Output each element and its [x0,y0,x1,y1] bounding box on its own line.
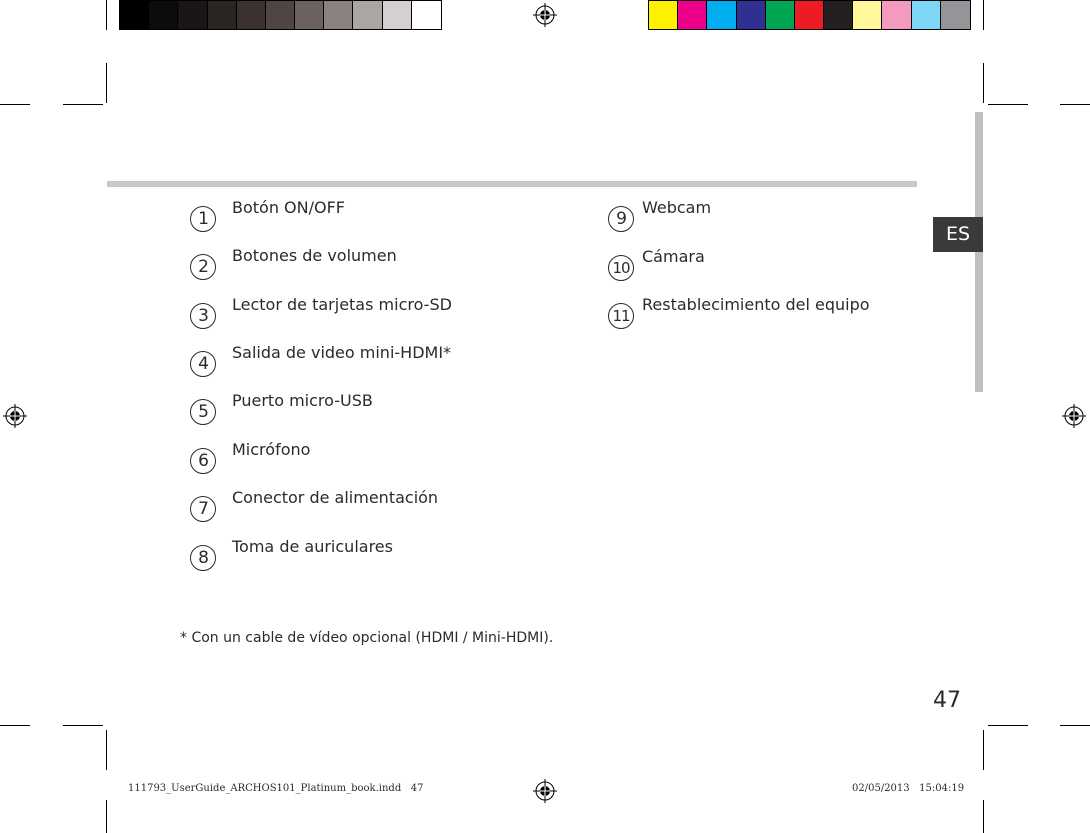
crop-mark [106,800,107,833]
crop-mark [983,730,984,770]
slug-timestamp: 02/05/2013 15:04:19 [852,783,965,794]
item-number-badge: 3 [190,303,216,329]
header-rule [107,181,917,187]
crop-mark [983,0,984,30]
list-item [608,247,705,281]
color-swatch [882,1,911,29]
side-thumb-strip [975,112,983,392]
color-swatch [324,1,353,29]
crop-mark [106,63,107,103]
registration-mark-icon [3,404,27,428]
crop-mark [1060,104,1090,105]
item-number-badge: 7 [190,496,216,522]
crop-mark [988,725,1028,726]
color-swatch [824,1,853,29]
item-label: Toma de auriculares [232,537,393,556]
color-swatch [178,1,207,29]
list-item [190,488,438,522]
color-swatch [237,1,266,29]
crop-mark [1060,725,1090,726]
item-number-badge: 2 [190,254,216,280]
color-swatch [383,1,412,29]
slug-filename: 111793_UserGuide_ARCHOS101_Platinum_book.indd 47 [128,783,424,794]
crop-mark [983,63,984,103]
grayscale-calibration-bar [119,0,442,30]
item-label: Lector de tarjetas micro-SD [232,295,452,314]
list-item [608,198,711,232]
color-swatch [766,1,795,29]
color-calibration-bar [648,0,971,30]
registration-mark-icon [533,3,557,27]
color-swatch [412,1,441,29]
crop-mark [0,725,30,726]
item-label: Conector de alimentación [232,488,439,507]
list-item [608,295,870,329]
color-swatch [120,1,149,29]
registration-mark-icon [1062,404,1086,428]
crop-mark [106,0,107,30]
item-number-badge: 10 [608,255,634,281]
color-swatch [737,1,766,29]
item-number-badge: 11 [608,303,634,329]
item-label: Restablecimiento del equipo [642,295,870,314]
footnote: * Con un cable de vídeo opcional (HDMI / Mini-HDMI). [180,630,554,646]
color-swatch [353,1,382,29]
list-item [190,198,345,232]
color-swatch [149,1,178,29]
list-item [190,343,451,377]
color-swatch [853,1,882,29]
color-swatch [795,1,824,29]
registration-mark-icon [533,779,557,803]
color-swatch [707,1,736,29]
list-item [190,537,393,571]
item-label: Salida de video mini-HDMI* [232,343,452,362]
crop-mark [983,800,984,833]
list-item [190,246,397,280]
item-number-badge: 1 [190,206,216,232]
language-tab: ES [933,217,983,252]
item-label: Webcam [642,198,712,217]
list-item [190,391,373,425]
color-swatch [912,1,941,29]
list-item [190,440,310,474]
item-label: Cámara [642,247,705,266]
crop-mark [63,725,103,726]
color-swatch [649,1,678,29]
color-swatch [295,1,324,29]
list-item [190,295,452,329]
item-number-badge: 6 [190,448,216,474]
item-number-badge: 9 [608,206,634,232]
item-number-badge: 4 [190,351,216,377]
item-label: Micrófono [232,440,311,459]
item-number-badge: 8 [190,545,216,571]
crop-mark [0,104,30,105]
item-number-badge: 5 [190,399,216,425]
crop-mark [106,730,107,770]
page-number: 47 [933,688,961,713]
color-swatch [208,1,237,29]
item-label: Puerto micro-USB [232,391,373,410]
color-swatch [678,1,707,29]
item-label: Botones de volumen [232,246,397,265]
item-label: Botón ON/OFF [232,198,346,217]
color-swatch [941,1,970,29]
crop-mark [63,104,103,105]
color-swatch [266,1,295,29]
crop-mark [988,104,1028,105]
